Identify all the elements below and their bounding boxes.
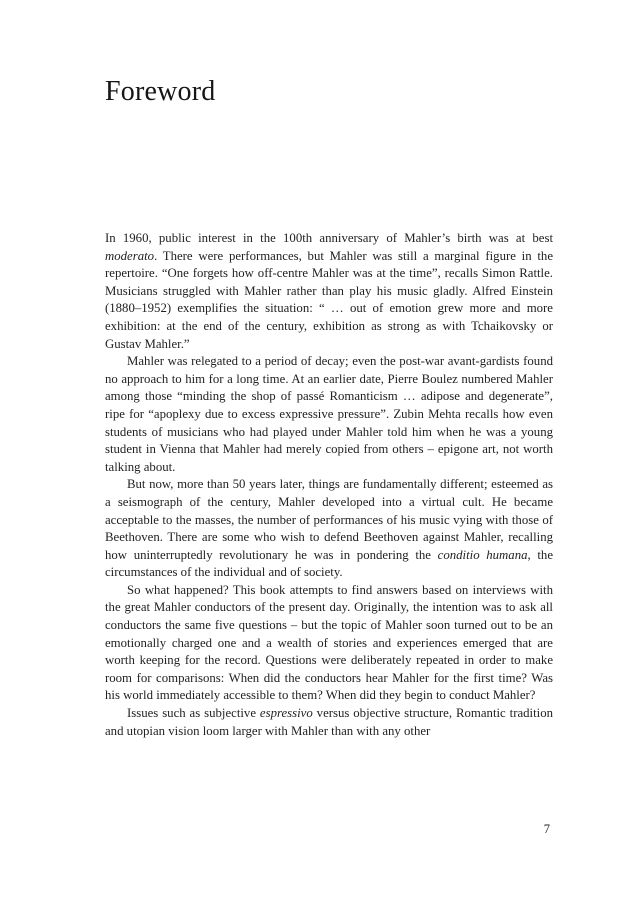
text-run: , the circumstances of the individual and of society.: [105, 547, 553, 580]
text-run: But now, more than 50 years later, things are fundamentally different; esteemed as a seismograph of the century, Mahler developed into a virtual cult. He became acceptable to the masses, the number of performances of his music vying with those of Beethoven. There are some who wish to defend Beethoven against Mahler, recalling how uninterruptedly revolutionary he was in pondering the: [105, 477, 553, 562]
page-number: 7: [543, 822, 550, 836]
text-run: . There were performances, but Mahler was still a marginal figure in the repertoire. “One forgets how off-centre Mahler was at the time”, recalls Simon Rattle. Musicians struggled with Mahler rather than play his music gladly. Alfred Einstein (1880–1952) exemplifies the situation: “ … out of emotion grew more and more exhibition: at the end of the century, exhibition as strong as with Tchaikovsky or Gustav Mahler.”: [105, 248, 553, 351]
paragraph: [105, 476, 553, 582]
paragraph: [105, 353, 553, 476]
text-run: So what happened? This book attempts to find answers based on interviews with the great Mahler conductors of the present day. Originally, the intention was to ask all conductors the same five questions – but the topic of Mahler soon turned out to be an emotionally charged one and a wealth of stories and experiences emerged that are worth keeping for the record. Questions were deliberately repeated in order to make room for comparisons: When did the conductors hear Mahler for the first time? Was his world immediately accessible to them? When did they begin to conduct Mahler?: [105, 582, 553, 703]
text-run: versus objective structure, Romantic tradition and utopian vision loom larger with Mahler than with any other: [105, 706, 553, 738]
text-run: Mahler was relegated to a period of decay; even the post-war avant-gardists found no approach to him for a long time. At an earlier date, Pierre Boulez numbered Mahler among those “minding the shop of passé Romanticism … adipose and degenerate”, ripe for “apoplexy due to excess expressive pressure”. Zubin Mehta recalls how even students of musicians who had played under Mahler told him when he was a young student in Vienna that Mahler had merely copied from others – epigone art, not worth talking about.: [105, 354, 553, 474]
italic-text-run: espressivo: [259, 706, 313, 721]
foreword-text: [105, 230, 553, 740]
paragraph: [105, 705, 553, 740]
paragraph: [105, 230, 553, 353]
italic-text-run: moderato: [105, 248, 155, 263]
italic-text-run: conditio humana: [437, 547, 528, 562]
text-run: Issues such as subjective: [127, 706, 260, 721]
page-title: Foreword: [105, 76, 216, 107]
text-block: [105, 0, 553, 740]
text-run: In 1960, public interest in the 100th anniversary of Mahler’s birth was at best: [105, 231, 553, 245]
paragraph: [105, 582, 553, 705]
